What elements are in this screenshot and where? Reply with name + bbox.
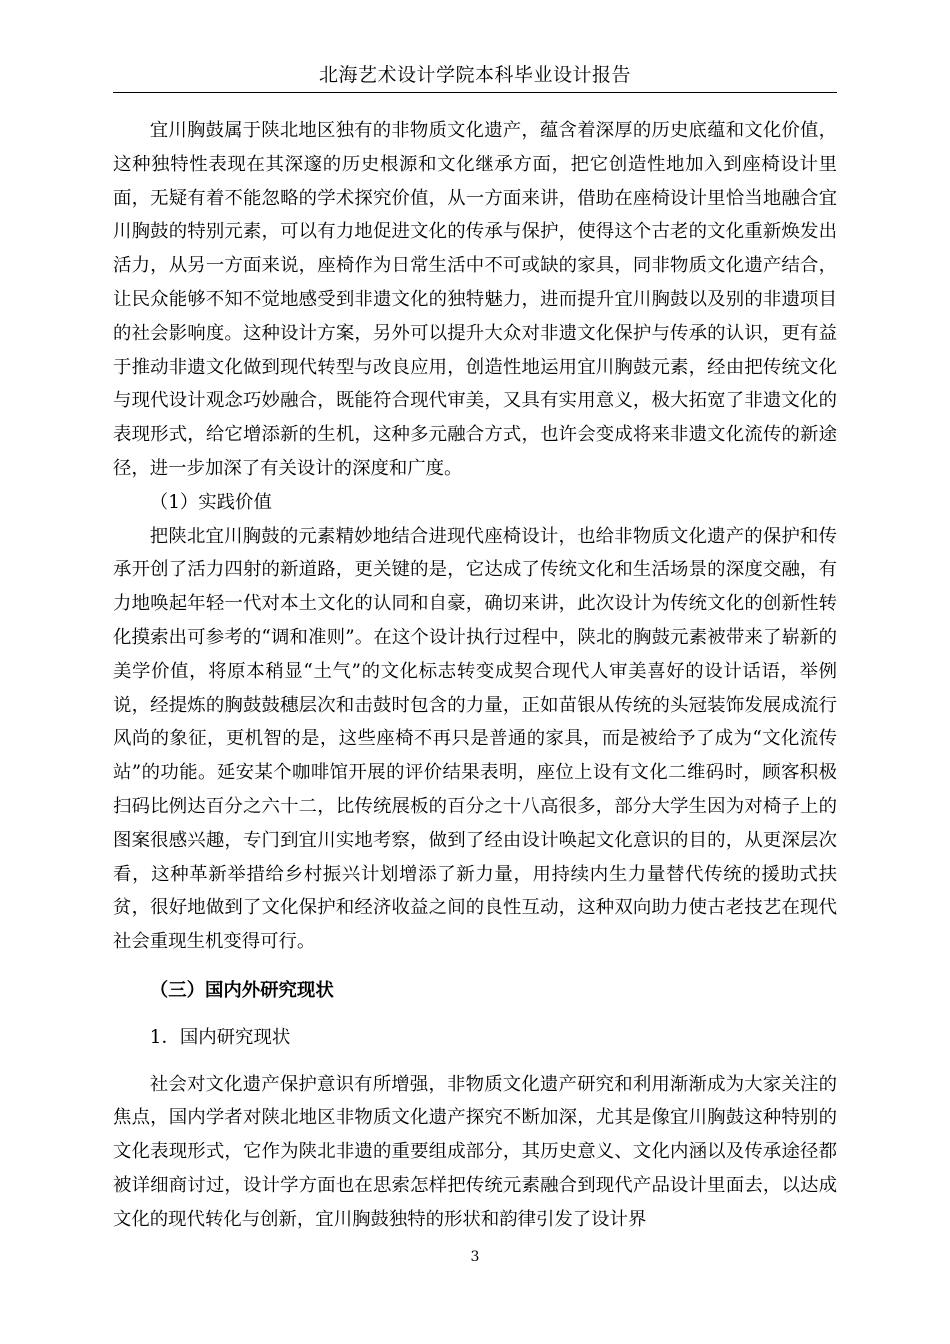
page-body <box>113 114 837 1237</box>
page-number: 3 <box>470 1249 480 1265</box>
section-heading: （三）国内外研究现状 <box>149 979 334 1001</box>
page-header: 北海艺术设计学院本科毕业设计报告 <box>113 58 837 93</box>
body-paragraph: 社会对文化遗产保护意识有所增强，非物质文化遗产研究和利用渐渐成为大家关注的焦点，国内学者对陕北地区非物质文化遗产探究不断加深，尤其是像宜川胸鼓这种特别的文化表现形式，它作为陕北非遗的重要组成部分，其历史意义、文化内涵以及传承途径都被详细商讨过，设计学方面也在思索怎样把传统元素融合到现代产品设计里面去，以达成文化的现代转化与创新，宜川胸鼓独特的形状和韵律引发了设计界 <box>113 1073 837 1230</box>
subsection-heading: 1．国内研究现状 <box>149 1026 291 1048</box>
practice-value-heading: （1）实践价值 <box>149 491 272 513</box>
body-paragraph: 把陕北宜川胸鼓的元素精妙地结合进现代座椅设计，也给非物质文化遗产的保护和传承开创了活力四射的新道路，更关键的是，它达成了传统文化和生活场景的深度交融，有力地唤起年轻一代对本土文化的认同和自豪，确切来讲，此次设计为传统文化的创新性转化摸索出可参考的“调和准则”。在这个设计执行过程中，陕北的胸鼓元素被带来了崭新的美学价值，将原本稍显“土气”的文化标志转变成契合现代人审美喜好的设计话语，举例说，经提炼的胸鼓鼓穗层次和击鼓时包含的力量，正如苗银从传统的头冠装饰发展成流行风尚的象征，更机智的是，这些座椅不再只是普通的家具，而是被给予了成为“文化流传站”的功能。延安某个咖啡馆开展的评价结果表明，座位上设有文化二维码时，顾客积极扫码比例达百分之六十二，比传统展板的百分之十八高很多，部分大学生因为对椅子上的图案很感兴趣，专门到宜川实地考察，做到了经由设计唤起文化意识的目的，从更深层次看，这种革新举措给乡村振兴计划增添了新力量，用持续内生力量替代传统的援助式扶贫，很好地做到了文化保护和经济收益之间的良性互动，这种双向助力使古老技艺在现代社会重现生机变得可行。 <box>113 525 837 953</box>
body-paragraph: 宜川胸鼓属于陕北地区独有的非物质文化遗产，蕴含着深厚的历史底蕴和文化价值，这种独特性表现在其深邃的历史根源和文化继承方面，把它创造性地加入到座椅设计里面，无疑有着不能忽略的学术探究价值，从一方面来讲，借助在座椅设计里恰当地融合宜川胸鼓的特别元素，可以有力地促进文化的传承与保护，使得这个古老的文化重新焕发出活力，从另一方面来说，座椅作为日常生活中不可或缺的家具，同非物质文化遗产结合，让民众能够不知不觉地感受到非遗文化的独特魅力，进而提升宜川胸鼓以及别的非遗项目的社会影响度。这种设计方案，另外可以提升大众对非遗文化保护与传承的认识，更有益于推动非遗文化做到现代转型与改良应用，创造性地运用宜川胸鼓元素，经由把传统文化与现代设计观念巧妙融合，既能符合现代审美，又具有实用意义，极大拓宽了非遗文化的表现形式，给它增添新的生机，这种多元融合方式，也许会变成将来非遗文化流传的新途径，进一步加深了有关设计的深度和广度。 <box>113 120 837 479</box>
